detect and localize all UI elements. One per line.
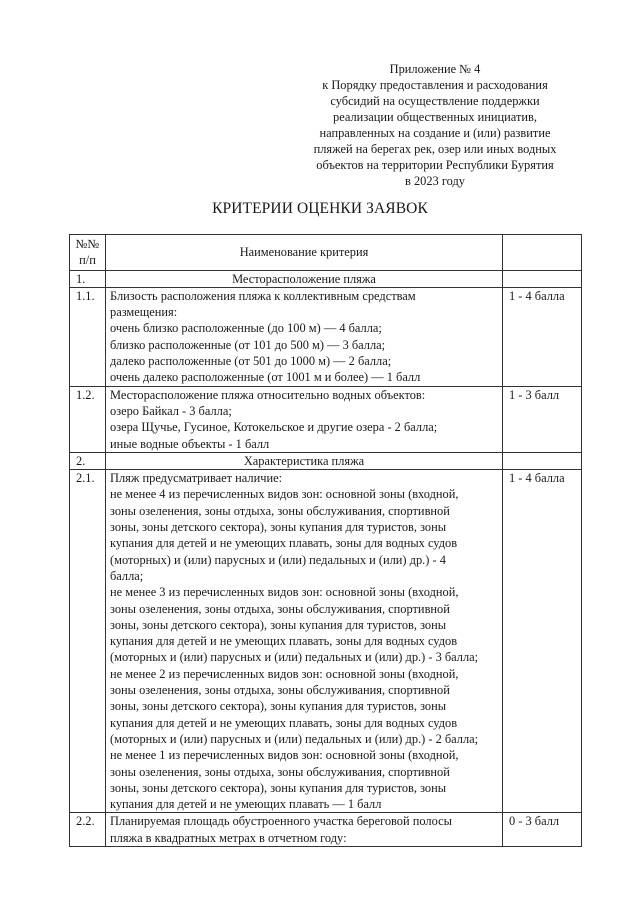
criterion-line: купания для детей и не умеющих плавать — 1 балл — [110, 797, 382, 812]
criterion-num: 2.1. — [70, 470, 106, 813]
section-row — [70, 270, 582, 287]
appendix-line: Приложение № 4 — [389, 62, 481, 76]
criterion-text — [106, 386, 503, 452]
criterion-line: (моторных и (или) парусных и (или) педальных и (или) др.) - 2 балла; — [110, 731, 479, 746]
section-num: 2. — [70, 452, 106, 469]
criterion-line: озеро Байкал - 3 балла; — [110, 403, 232, 418]
appendix-line: к Порядку предоставления и расходования — [322, 78, 548, 92]
criterion-line: далеко расположенные (от 501 до 1000 м) — 2 балла; — [110, 354, 392, 369]
criteria-table — [69, 234, 582, 847]
criterion-line: озера Щучье, Гусиное, Котокельское и другие озера - 2 балла; — [110, 420, 438, 435]
criterion-line: купания для детей и не умеющих плавать, зоны для водных судов — [110, 634, 458, 649]
criterion-line: иные водные объекты - 1 балл — [110, 436, 270, 451]
criterion-line: зоны озеленения, зоны отдыха, зоны обслуживания, спортивной — [110, 601, 450, 616]
criterion-line: не менее 3 из перечисленных видов зон: основной зоны (входной, — [110, 585, 459, 600]
criterion-line: не менее 1 из перечисленных видов зон: основной зоны (входной, — [110, 748, 459, 763]
criterion-line: балла; — [110, 568, 144, 583]
page-title: КРИТЕРИИ ОЦЕНКИ ЗАЯВОК — [212, 200, 428, 217]
appendix-line: в 2023 году — [405, 174, 465, 188]
criterion-line: (моторных) и (или) парусных и (или) педальных и (или) др.) - 4 — [110, 552, 446, 567]
criterion-score: 0 - 3 балл — [503, 813, 582, 847]
criterion-text — [106, 287, 503, 386]
appendix-line: направленных на создание и (или) развитие — [319, 126, 551, 140]
appendix-header — [290, 61, 580, 189]
criterion-num: 1.2. — [70, 386, 106, 452]
criterion-score: 1 - 4 балла — [503, 470, 582, 813]
criterion-line: Пляж предусматривает наличие: — [110, 471, 283, 486]
criterion-line: очень далеко расположенные (от 1001 м и более) — 1 балл — [110, 370, 421, 385]
criterion-line: зоны озеленения, зоны отдыха, зоны обслуживания, спортивной — [110, 683, 450, 698]
criterion-line: зоны, зоны детского сектора), зоны купания для туристов, зоны — [110, 520, 447, 535]
criterion-line: (моторных и (или) парусных и (или) педальных и (или) др.) - 3 балла; — [110, 650, 479, 665]
criterion-line: не менее 4 из перечисленных видов зон: основной зоны (входной, — [110, 487, 459, 502]
criterion-text — [106, 470, 503, 813]
criterion-line: Месторасположение пляжа относительно водных объектов: — [110, 387, 426, 402]
section-score-cell — [503, 270, 582, 287]
table-row — [70, 287, 582, 386]
header-num-line: №№ — [75, 237, 100, 251]
header-score-cell — [503, 235, 582, 271]
criterion-num: 2.2. — [70, 813, 106, 847]
section-title: Характеристика пляжа — [106, 452, 503, 469]
section-row — [70, 452, 582, 469]
criterion-score: 1 - 4 балла — [503, 287, 582, 386]
criterion-line: зоны, зоны детского сектора), зоны купания для туристов, зоны — [110, 617, 447, 632]
criterion-num: 1.1. — [70, 287, 106, 386]
criterion-line: Близость расположения пляжа к коллективным средствам — [110, 288, 416, 303]
criterion-text — [106, 813, 503, 847]
table-row — [70, 386, 582, 452]
criterion-line: Планируемая площадь обустроенного участка береговой полосы — [110, 814, 452, 829]
criterion-line: не менее 2 из перечисленных видов зон: основной зоны (входной, — [110, 666, 459, 681]
section-num: 1. — [70, 270, 106, 287]
criterion-score: 1 - 3 балл — [503, 386, 582, 452]
criterion-line: близко расположенные (от 101 до 500 м) — 3 балла; — [110, 337, 386, 352]
criterion-line: размещения: — [110, 305, 178, 320]
appendix-line: объектов на территории Республики Бурятия — [316, 158, 554, 172]
section-title: Месторасположение пляжа — [106, 270, 503, 287]
table-row — [70, 813, 582, 847]
criterion-line: зоны озеленения, зоны отдыха, зоны обслуживания, спортивной — [110, 503, 450, 518]
criterion-line: купания для детей и не умеющих плавать, зоны для водных судов — [110, 536, 458, 551]
criterion-line: очень близко расположенные (до 100 м) — 4 балла; — [110, 321, 382, 336]
criterion-line: пляжа в квадратных метрах в отчетном году: — [110, 830, 347, 845]
header-num-line: п/п — [79, 253, 96, 268]
criterion-line: зоны, зоны детского сектора), зоны купания для туристов, зоны — [110, 780, 447, 795]
header-name-cell: Наименование критерия — [106, 235, 503, 271]
header-num-cell — [70, 235, 106, 271]
criterion-line: купания для детей и не умеющих плавать, зоны для водных судов — [110, 715, 458, 730]
appendix-line: пляжей на берегах рек, озер или иных водных — [313, 142, 557, 156]
section-score-cell — [503, 452, 582, 469]
criterion-line: зоны, зоны детского сектора), зоны купания для туристов, зоны — [110, 699, 447, 714]
table-row — [70, 470, 582, 813]
criterion-line: зоны озеленения, зоны отдыха, зоны обслуживания, спортивной — [110, 764, 450, 779]
appendix-line: реализации общественных инициатив, — [333, 110, 537, 124]
table-header-row — [70, 235, 582, 271]
appendix-line: субсидий на осуществление поддержки — [330, 94, 540, 108]
